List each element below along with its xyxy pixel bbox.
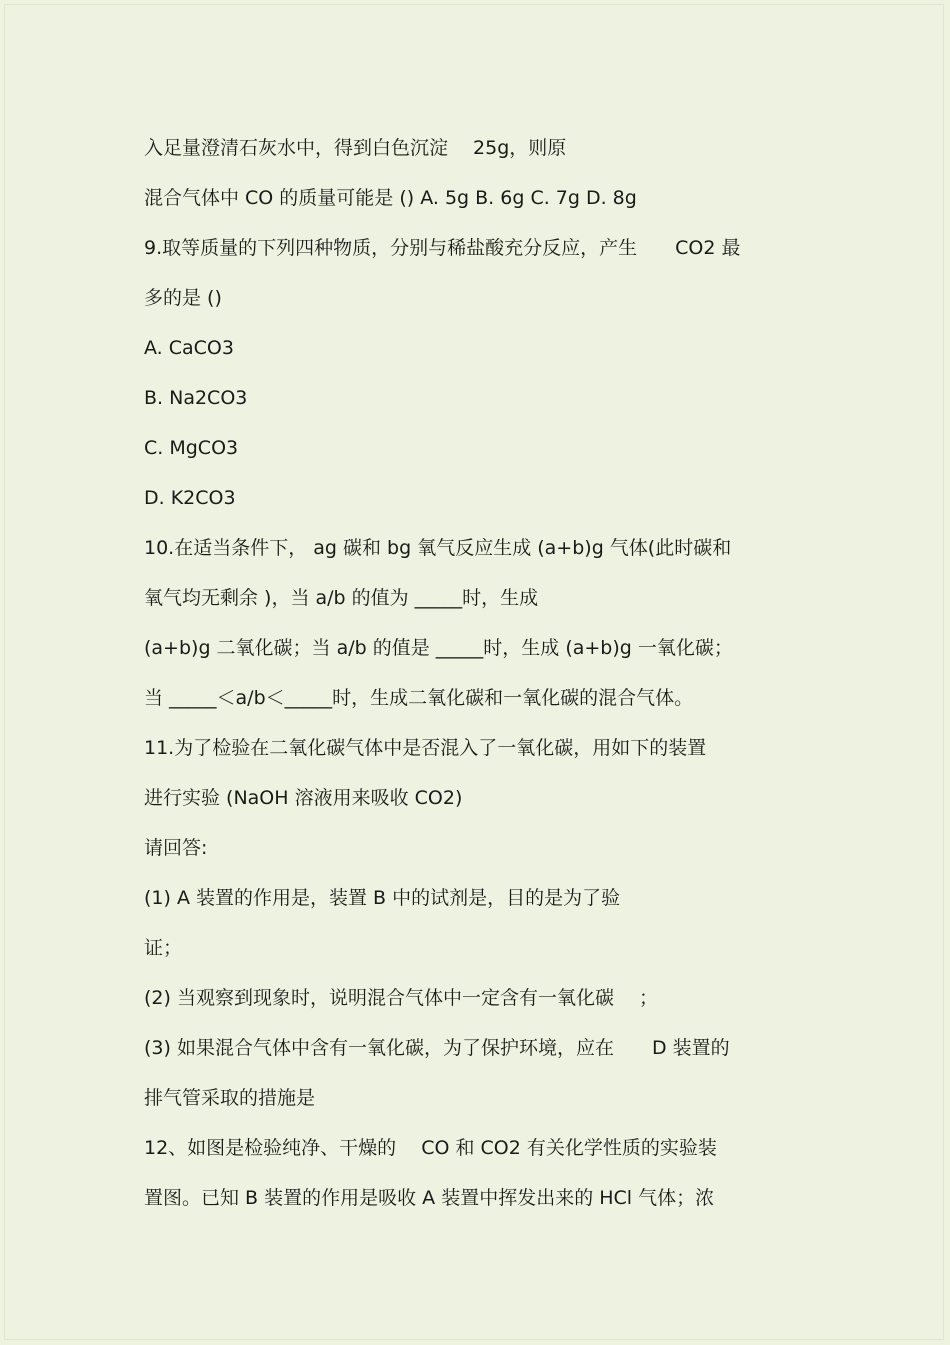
option-line: D. K2CO3: [144, 487, 236, 509]
text-line: 证；: [144, 937, 183, 959]
text-line: 入足量澄清石灰水中，得到白色沉淀 25g，则原: [144, 137, 567, 159]
option-line: A. CaCO3: [144, 337, 234, 359]
text-line: 10.在适当条件下， ag 碳和 bg 氧气反应生成 (a+b)g 气体(此时碳和: [144, 537, 732, 559]
text-line: 混合气体中 CO 的质量可能是 () A. 5g B. 6g C. 7g D. 8g: [144, 187, 637, 209]
document-page: [4, 4, 944, 1340]
text-line: 进行实验 (NaOH 溶液用来吸收 CO2): [144, 787, 463, 809]
text-line: 置图。已知 B 装置的作用是吸收 A 装置中挥发出来的 HCl 气体；浓: [144, 1187, 715, 1209]
text-line: (3) 如果混合气体中含有一氧化碳，为了保护环境，应在 D 装置的: [144, 1037, 730, 1059]
text-line: 多的是 (): [144, 287, 222, 309]
text-line: 排气管采取的措施是: [144, 1087, 316, 1109]
text-line: (1) A 装置的作用是，装置 B 中的试剂是，目的是为了验: [144, 887, 621, 909]
option-line: B. Na2CO3: [144, 387, 248, 409]
text-line: (a+b)g 二氧化碳；当 a/b 的值是 _____时，生成 (a+b)g 一氧化碳；: [144, 637, 733, 659]
text-line: 请回答:: [144, 837, 208, 859]
text-line: (2) 当观察到现象时，说明混合气体中一定含有一氧化碳 ；: [144, 987, 658, 1009]
text-line: 当 _____＜a/b＜_____时，生成二氧化碳和一氧化碳的混合气体。: [144, 687, 694, 709]
text-line: 氧气均无剩余 )，当 a/b 的值为 _____时，生成: [144, 587, 539, 609]
option-line: C. MgCO3: [144, 437, 239, 459]
text-line: 11.为了检验在二氧化碳气体中是否混入了一氧化碳，用如下的装置: [144, 737, 707, 759]
text-line: 12、如图是检验纯净、干燥的 CO 和 CO2 有关化学性质的实验装: [144, 1137, 717, 1159]
document-body: [144, 128, 824, 1228]
text-line: 9.取等质量的下列四种物质，分别与稀盐酸充分反应，产生 CO2 最: [144, 237, 741, 259]
